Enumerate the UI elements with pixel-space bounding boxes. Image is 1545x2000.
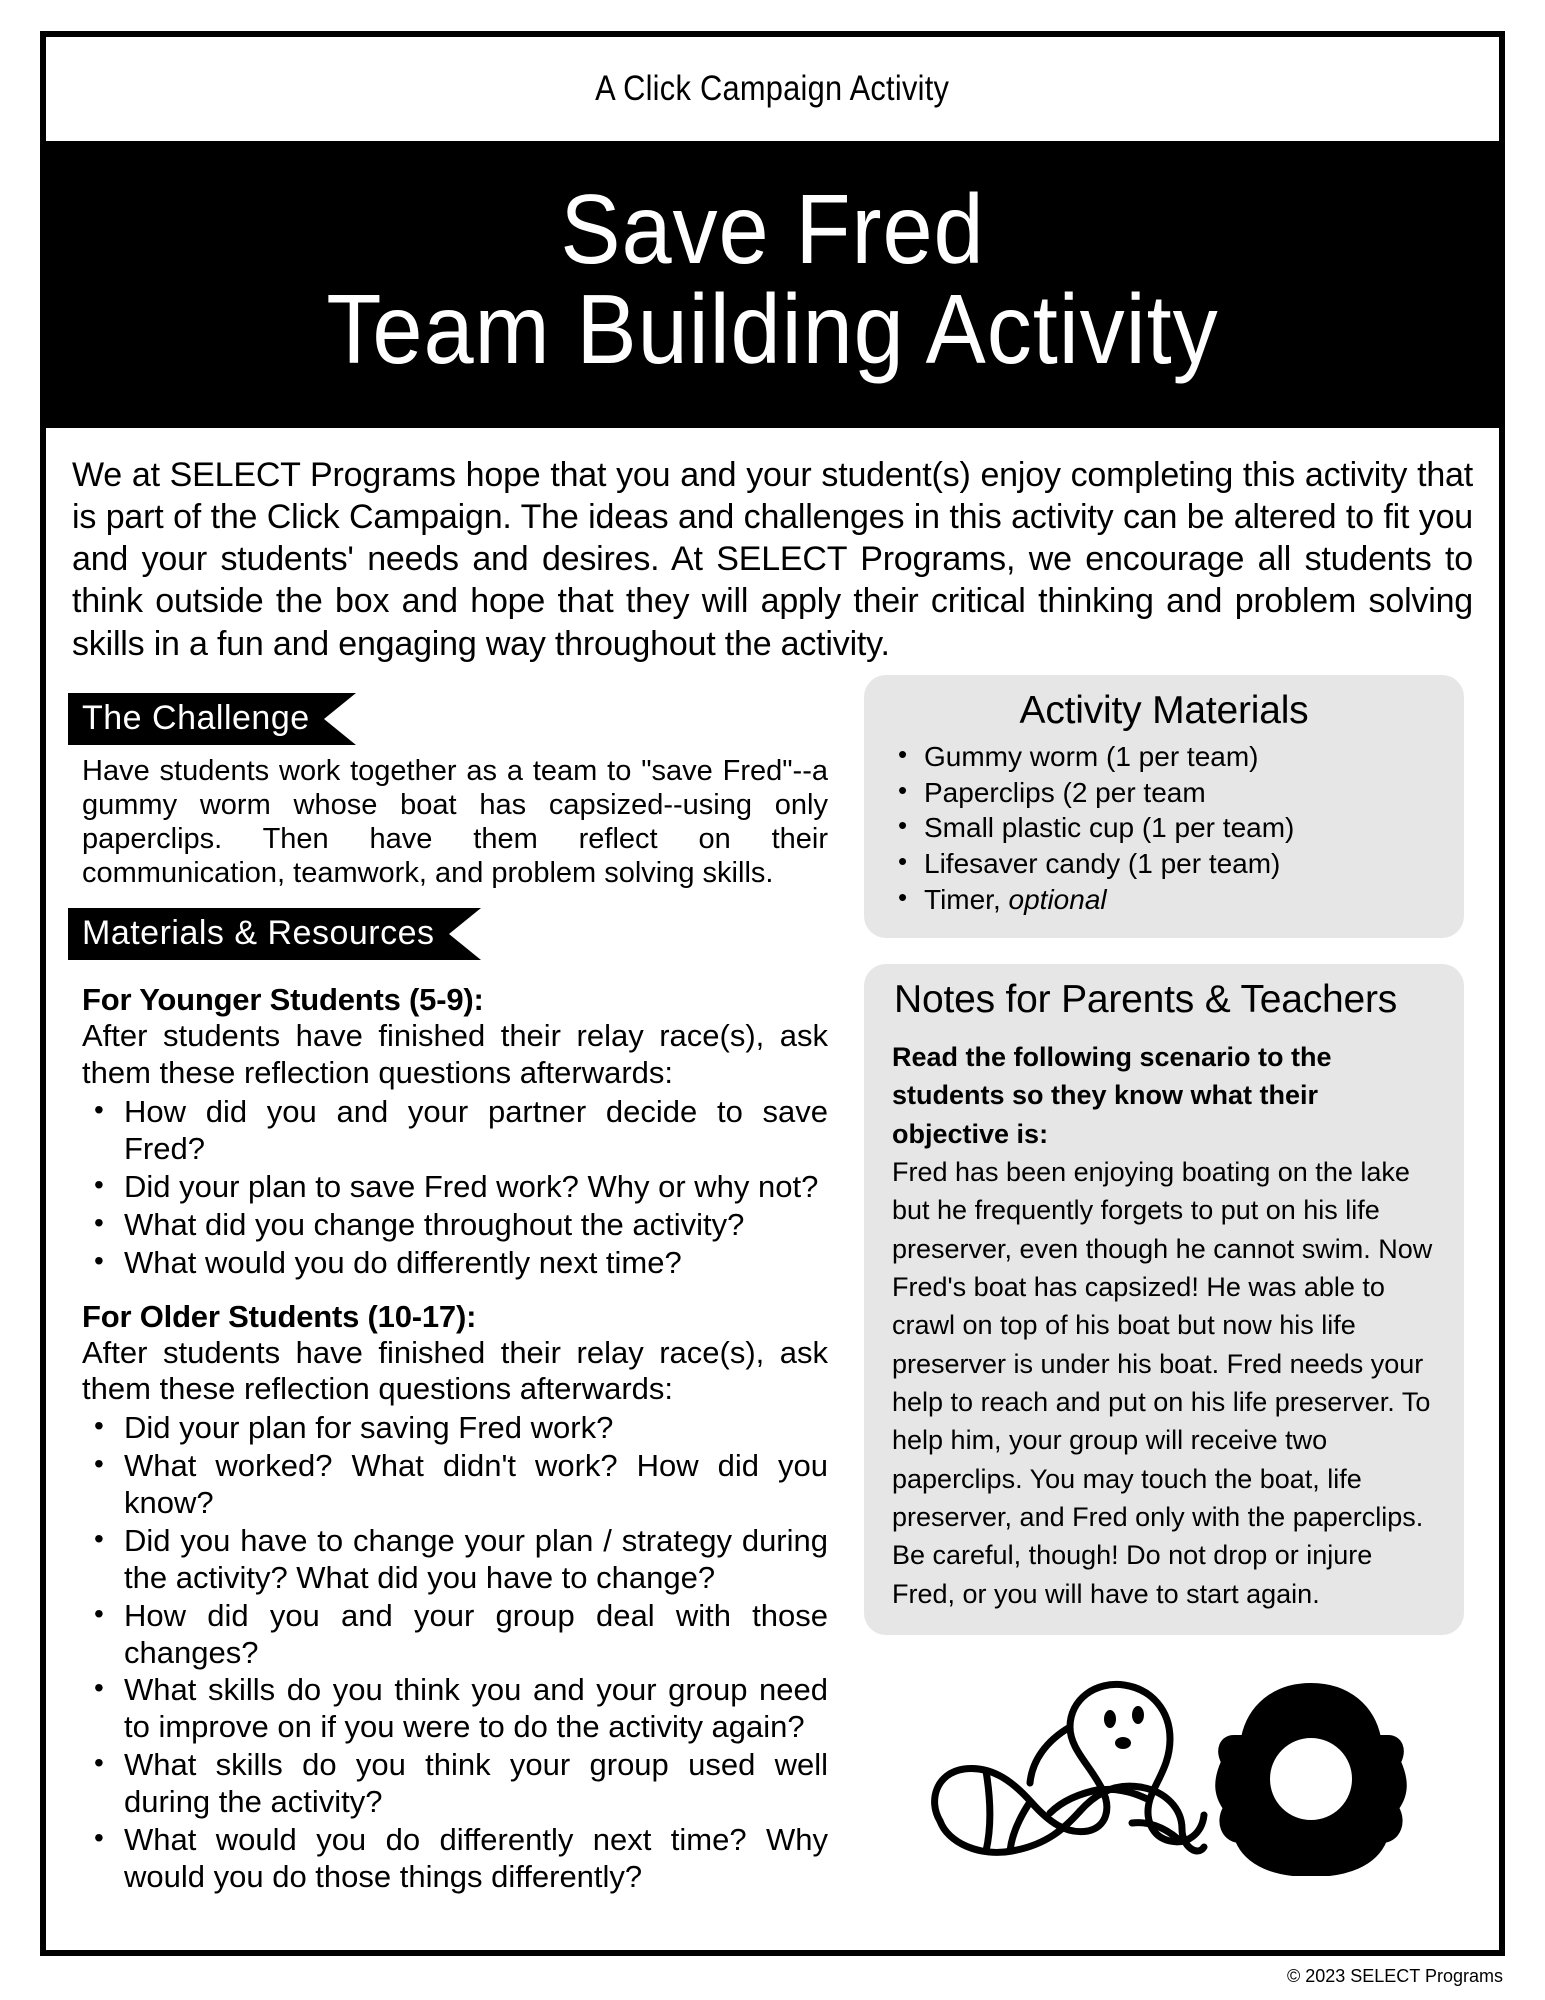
material-text-italic: optional (1008, 884, 1107, 916)
older-students-lead: After students have finished their relay race(s), ask them these reflection questions afterwards: (82, 1334, 828, 1407)
section-header-challenge (68, 693, 324, 745)
material-text: Paperclips (2 per team (924, 776, 1206, 808)
older-students-question-list (68, 1410, 838, 1895)
notes-instruction: Read the following scenario to the students so they know what their objective is: (892, 1041, 1332, 1149)
section-header-materials-resources-label: Materials & Resources (82, 914, 435, 953)
list-item: • What worked? What didn't work? How did you know? (120, 1448, 828, 1522)
list-item: • What would you do differently next time? (120, 1245, 828, 1282)
lifesaver-ring-icon (1214, 1676, 1409, 1881)
activity-materials-list (886, 739, 1442, 918)
notes-title: Notes for Parents & Teachers (894, 977, 1398, 1021)
section-header-challenge-label: The Challenge (82, 698, 310, 737)
list-item: • How did you and your partner decide to save Fred? (120, 1094, 828, 1168)
list-item (924, 775, 1442, 811)
right-column (864, 675, 1464, 1881)
worksheet-page (40, 31, 1505, 1956)
left-column (68, 675, 838, 1897)
page-title-line-2: Team Building Activity (326, 273, 1219, 384)
older-students-heading: For Older Students (10-17): (82, 1298, 477, 1334)
younger-students-lead: After students have finished their relay race(s), ask them these reflection questions afterwards: (82, 1018, 828, 1091)
material-text: Timer, (924, 884, 1009, 916)
gummy-worm-icon (920, 1661, 1210, 1881)
notes-scenario: Fred has been enjoying boating on the lake but he frequently forgets to put on his life preserver, even though he cannot swim. Now Fred's boat has capsized! He was able to crawl on top of his boat but now his life preserver is under his boat. Fred needs your help to reach and put on his life preserver. To help him, your group will receive two paperclips. You may touch the boat, life preserver, and Fred only with the paperclips. Be careful, though! Do not drop or injure Fred, or you will have to start again. (892, 1156, 1433, 1609)
material-text: Lifesaver candy (1 per team) (924, 848, 1281, 880)
list-item: • How did you and your group deal with those changes? (120, 1598, 828, 1672)
body-columns (46, 669, 1499, 1897)
list-item: • Did your plan for saving Fred work? (120, 1410, 828, 1447)
kicker-text: A Click Campaign Activity (595, 69, 950, 108)
list-item (924, 846, 1442, 882)
challenge-body: Have students work together as a team to "save Fred"--a gummy worm whose boat has capsized--using only paperclips. Then have them reflect on their communication, teamwork, and problem solving skills. (82, 754, 828, 889)
activity-materials-card (864, 675, 1464, 938)
list-item: • What did you change throughout the activity? (120, 1207, 828, 1244)
activity-materials-title: Activity Materials (1019, 688, 1309, 732)
list-item (924, 810, 1442, 846)
page-title-line-1: Save Fred (560, 173, 985, 284)
list-item (924, 739, 1442, 775)
intro-paragraph: We at SELECT Programs hope that you and your student(s) enjoy completing this activity that is part of the Click Campaign. The ideas and challenges in this activity can be altered to fit you and your students' needs and desires. At SELECT Programs, we encourage all students to think outside the box and hope that they will apply their critical thinking and problem solving skills in a fun and engaging way throughout the activity. (72, 456, 1473, 663)
list-item: • Did you have to change your plan / strategy during the activity? What did you have to change? (120, 1523, 828, 1597)
kicker-strip (46, 37, 1499, 141)
section-header-materials-resources (68, 908, 449, 960)
list-item: • Did your plan to save Fred work? Why or why not? (120, 1169, 828, 1206)
list-item: • What skills do you think your group used well during the activity? (120, 1747, 828, 1821)
list-item (924, 882, 1442, 918)
list-item: • What would you do differently next time? Why would you do those things differently? (120, 1822, 828, 1896)
material-text: Small plastic cup (1 per team) (924, 812, 1295, 844)
younger-students-question-list (68, 1094, 838, 1281)
younger-students-heading: For Younger Students (5-9): (82, 982, 484, 1018)
material-text: Gummy worm (1 per team) (924, 740, 1259, 772)
notes-card (864, 964, 1464, 1635)
list-item: • What skills do you think you and your group need to improve on if you were to do the activity again? (120, 1672, 828, 1746)
footer-copyright: © 2023 SELECT Programs (1286, 1966, 1503, 1986)
illustration-group (864, 1661, 1464, 1881)
title-banner (40, 141, 1505, 428)
